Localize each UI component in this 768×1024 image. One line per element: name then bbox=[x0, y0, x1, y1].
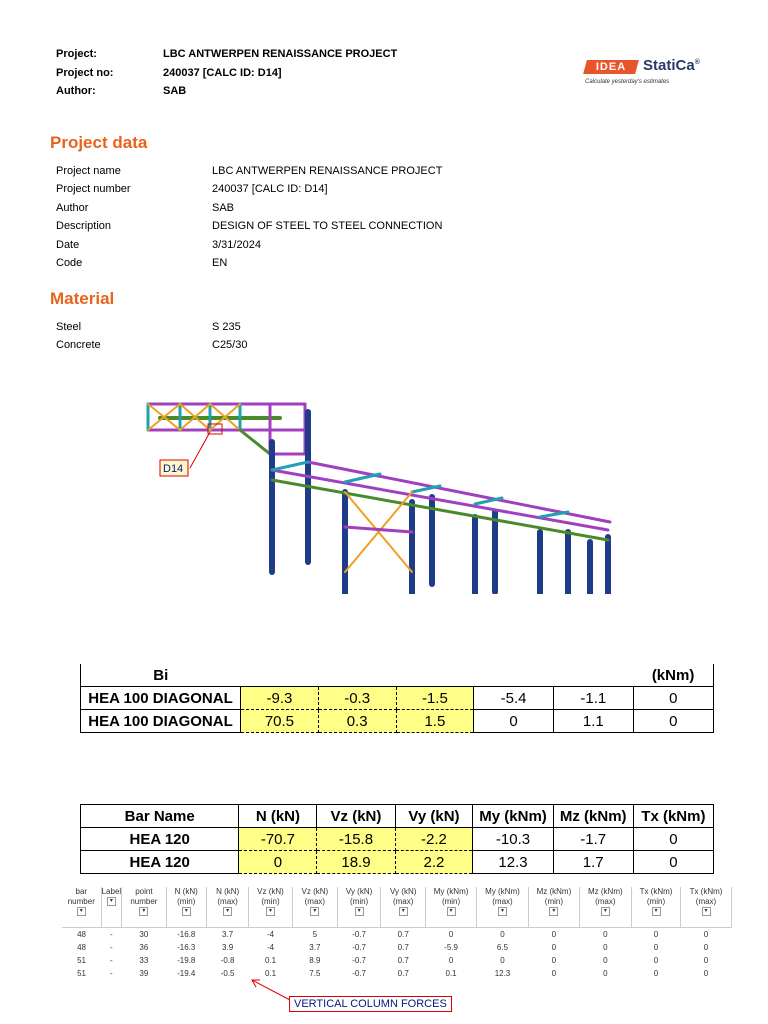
value-cell: -19.8 bbox=[177, 956, 196, 965]
value-cell: 36 bbox=[139, 943, 149, 952]
value-cell: 0 bbox=[633, 710, 713, 733]
filter-header-cell[interactable] bbox=[529, 887, 580, 928]
value-cell: -1.7 bbox=[553, 828, 633, 851]
value-cell: 0 bbox=[653, 930, 659, 939]
value-cell: 0 bbox=[633, 687, 713, 710]
value-cell: 8.9 bbox=[309, 956, 321, 965]
project-no-label: Project no: bbox=[56, 67, 114, 79]
bar-name-cell: HEA 120 bbox=[81, 851, 239, 874]
filter-dropdown-icon[interactable]: ▾ bbox=[498, 907, 507, 916]
value-cell: -9.3 bbox=[241, 687, 319, 710]
value-cell: 0 bbox=[653, 969, 659, 978]
project-value: LBC ANTWERPEN RENAISSANCE PROJECT bbox=[163, 48, 398, 60]
header-label: My (kNm) (min) bbox=[433, 887, 469, 906]
header-cell: Mz (kNm) bbox=[553, 805, 633, 828]
header-cell: (kNm) bbox=[633, 664, 713, 687]
value-cell: - bbox=[110, 930, 113, 939]
value-cell: 0 bbox=[448, 930, 454, 939]
filter-dropdown-icon[interactable]: ▾ bbox=[652, 907, 661, 916]
project-no-value: 240037 [CALC ID: D14] bbox=[163, 67, 282, 79]
value-cell: -2.2 bbox=[395, 828, 473, 851]
kv-key: Date bbox=[56, 238, 80, 251]
filter-header-cell[interactable] bbox=[338, 887, 381, 928]
filter-header-cell[interactable] bbox=[101, 887, 122, 928]
value-cell: -1.1 bbox=[553, 687, 633, 710]
value-cell: 0 bbox=[500, 956, 505, 965]
value-cell: 0 bbox=[703, 956, 709, 965]
value-cell: - bbox=[110, 956, 113, 965]
table-row bbox=[62, 967, 732, 980]
header-cell: Bar Name bbox=[81, 805, 239, 828]
header-cell: N (kN) bbox=[239, 805, 317, 828]
value-cell: - bbox=[110, 943, 113, 952]
header-label: N (kN) (min) bbox=[174, 887, 198, 906]
value-cell: 0 bbox=[551, 956, 557, 965]
value-cell: 0 bbox=[703, 943, 709, 952]
value-cell: -0.8 bbox=[220, 956, 235, 965]
value-cell: 3.7 bbox=[222, 930, 234, 939]
value-cell: -4 bbox=[266, 943, 275, 952]
value-cell: -19.4 bbox=[177, 969, 196, 978]
value-cell: 33 bbox=[139, 956, 149, 965]
value-cell: -16.3 bbox=[177, 943, 196, 952]
d14-callout: D14 bbox=[163, 463, 184, 475]
value-cell: 0 bbox=[603, 943, 608, 952]
header-label: Vz (kN) (min) bbox=[257, 887, 284, 906]
value-cell: 70.5 bbox=[241, 710, 319, 733]
forces-table-column bbox=[80, 804, 714, 874]
filter-header-cell[interactable] bbox=[381, 887, 426, 928]
kv-key: Project name bbox=[56, 165, 121, 177]
header-label: Tx (kNm) (max) bbox=[689, 887, 723, 906]
author-value: SAB bbox=[163, 85, 187, 97]
header-cell: Vy (kN) bbox=[395, 805, 473, 828]
value-cell: -70.7 bbox=[239, 828, 317, 851]
filter-dropdown-icon[interactable]: ▾ bbox=[77, 907, 86, 916]
value-cell: 39 bbox=[139, 969, 149, 978]
kv-value: LBC ANTWERPEN RENAISSANCE PROJECT bbox=[212, 165, 443, 177]
logo-tagline: Calculate yesterday's estimates bbox=[585, 79, 670, 85]
header-label: Tx (kNm) (min) bbox=[639, 887, 673, 906]
value-cell: 0.7 bbox=[397, 969, 409, 978]
filter-dropdown-icon[interactable]: ▾ bbox=[107, 897, 116, 906]
value-cell: -1.5 bbox=[396, 687, 474, 710]
value-cell: -16.8 bbox=[177, 930, 196, 939]
value-cell: -5.4 bbox=[474, 687, 554, 710]
kv-value: SAB bbox=[212, 201, 235, 214]
header-cell bbox=[241, 664, 319, 687]
filter-dropdown-icon[interactable]: ▾ bbox=[399, 907, 408, 916]
value-cell: 12.3 bbox=[473, 851, 553, 874]
value-cell: 1.1 bbox=[553, 710, 633, 733]
header-cell bbox=[474, 664, 554, 687]
value-cell: -0.7 bbox=[352, 956, 366, 965]
value-cell: -0.7 bbox=[352, 943, 366, 952]
value-cell: 6.5 bbox=[496, 943, 509, 952]
filter-dropdown-icon[interactable]: ▾ bbox=[139, 907, 148, 916]
table-row bbox=[81, 851, 714, 874]
value-cell: 48 bbox=[77, 930, 86, 939]
value-cell: 0 bbox=[474, 710, 554, 733]
table-row bbox=[81, 710, 714, 733]
value-cell: 1.7 bbox=[553, 851, 633, 874]
header-label: Mz (kNm) (max) bbox=[588, 887, 623, 906]
filter-header-cell[interactable] bbox=[426, 887, 477, 928]
filter-dropdown-icon[interactable]: ▾ bbox=[223, 907, 232, 916]
value-cell: 0 bbox=[633, 828, 713, 851]
filter-header-cell[interactable] bbox=[62, 887, 101, 928]
filter-header-cell[interactable] bbox=[476, 887, 528, 928]
value-cell: 12.3 bbox=[494, 969, 511, 978]
kv-key: Code bbox=[56, 257, 83, 269]
filter-dropdown-icon[interactable]: ▾ bbox=[601, 907, 610, 916]
kv-key: Description bbox=[56, 220, 112, 233]
header-label: Vz (kN) (max) bbox=[301, 887, 329, 906]
kv-value: S 235 bbox=[212, 321, 241, 333]
value-cell: 3.7 bbox=[309, 943, 321, 952]
filter-header-cell[interactable] bbox=[206, 887, 249, 928]
header-label: point number bbox=[130, 887, 158, 906]
kv-value: 3/31/2024 bbox=[212, 238, 261, 251]
bar-name-cell: HEA 120 bbox=[81, 828, 239, 851]
kv-value: EN bbox=[212, 257, 228, 269]
logo-box: IDEA bbox=[583, 60, 639, 74]
filter-header-cell[interactable] bbox=[122, 887, 166, 928]
filter-header-cell[interactable] bbox=[579, 887, 631, 928]
filter-header-cell[interactable] bbox=[681, 887, 732, 928]
column-forces-table bbox=[62, 887, 732, 980]
filter-dropdown-icon[interactable]: ▾ bbox=[310, 907, 319, 916]
value-cell: 0.7 bbox=[397, 943, 409, 952]
material-title: Material bbox=[50, 289, 115, 308]
value-cell: 1.5 bbox=[396, 710, 474, 733]
filter-dropdown-icon[interactable]: ▾ bbox=[266, 907, 275, 916]
value-cell: 7.5 bbox=[309, 969, 321, 978]
value-cell: 0 bbox=[603, 930, 608, 939]
header-cell: My (kNm) bbox=[473, 805, 553, 828]
value-cell: 0 bbox=[703, 930, 709, 939]
filter-header-cell[interactable] bbox=[166, 887, 206, 928]
project-data-title: Project data bbox=[50, 133, 148, 152]
value-cell: 0.1 bbox=[264, 956, 277, 965]
value-cell: 0 bbox=[603, 956, 608, 965]
filter-dropdown-icon[interactable]: ▾ bbox=[549, 907, 558, 916]
header-cell: Vz (kN) bbox=[317, 805, 395, 828]
value-cell: 0 bbox=[239, 851, 317, 874]
header-label: Mz (kNm) (min) bbox=[536, 887, 572, 906]
table-row bbox=[62, 941, 732, 954]
filter-dropdown-icon[interactable]: ▾ bbox=[702, 907, 711, 916]
value-cell: 0 bbox=[653, 943, 659, 952]
value-cell: 0.3 bbox=[318, 710, 396, 733]
value-cell: -4 bbox=[266, 930, 275, 939]
idea-statica-logo bbox=[585, 57, 715, 97]
value-cell: 0.1 bbox=[264, 969, 277, 978]
structure-model-image bbox=[140, 362, 660, 594]
kv-value: C25/30 bbox=[212, 339, 248, 352]
value-cell: 0 bbox=[500, 930, 505, 939]
columns bbox=[272, 412, 608, 594]
table-row bbox=[62, 928, 732, 942]
kv-key: Project number bbox=[56, 183, 131, 196]
header-cell bbox=[318, 664, 396, 687]
kv-key: Steel bbox=[56, 321, 82, 333]
header-cell: Tx (kNm) bbox=[633, 805, 713, 828]
table-row bbox=[81, 687, 714, 710]
filter-dropdown-icon[interactable]: ▾ bbox=[182, 907, 191, 916]
author-label: Author: bbox=[56, 85, 96, 97]
bar-name-cell: HEA 100 DIAGONAL bbox=[81, 710, 241, 733]
filter-header-cell[interactable] bbox=[292, 887, 337, 928]
value-cell: 0.7 bbox=[397, 930, 409, 939]
value-cell: 0 bbox=[703, 969, 709, 978]
value-cell: 0 bbox=[551, 930, 557, 939]
header-label: My (kNm) (max) bbox=[485, 887, 520, 906]
logo-word: StatiCa® bbox=[643, 57, 700, 74]
value-cell: 48 bbox=[77, 943, 86, 952]
value-cell: -0.5 bbox=[220, 969, 235, 978]
value-cell: -15.8 bbox=[317, 828, 395, 851]
value-cell: 3.9 bbox=[222, 943, 234, 952]
filter-header-cell[interactable] bbox=[249, 887, 292, 928]
upper-frame bbox=[148, 404, 305, 454]
value-cell: -0.7 bbox=[352, 969, 366, 978]
value-cell: 51 bbox=[77, 956, 86, 965]
value-cell: 0 bbox=[633, 851, 713, 874]
table-row bbox=[62, 954, 732, 967]
project-label: Project: bbox=[56, 48, 97, 60]
header-label: Vy (kN) (max) bbox=[390, 887, 417, 906]
table-row bbox=[81, 828, 714, 851]
value-cell: 30 bbox=[139, 930, 149, 939]
value-cell: 0.1 bbox=[445, 969, 457, 978]
lower-beams bbox=[272, 462, 610, 572]
value-cell: - bbox=[110, 969, 113, 978]
forces-table-diagonal bbox=[80, 664, 714, 733]
header-cell bbox=[553, 664, 633, 687]
header-label: Label bbox=[101, 887, 122, 896]
kv-value: 240037 [CALC ID: D14] bbox=[212, 183, 328, 196]
header-cell bbox=[396, 664, 474, 687]
value-cell: -0.7 bbox=[352, 930, 366, 939]
value-cell: 0 bbox=[653, 956, 659, 965]
kv-key: Concrete bbox=[56, 339, 101, 352]
filter-dropdown-icon[interactable]: ▾ bbox=[355, 907, 364, 916]
value-cell: 0.7 bbox=[397, 956, 409, 965]
header-cell: Bi bbox=[81, 664, 241, 687]
value-cell: 0 bbox=[551, 969, 557, 978]
value-cell: -0.3 bbox=[318, 687, 396, 710]
filter-header-cell[interactable] bbox=[632, 887, 681, 928]
header-label: N (kN) (max) bbox=[216, 887, 240, 906]
value-cell: 5 bbox=[312, 930, 318, 939]
value-cell: 0 bbox=[603, 969, 608, 978]
value-cell: 0 bbox=[551, 943, 557, 952]
value-cell: -10.3 bbox=[473, 828, 553, 851]
filter-dropdown-icon[interactable]: ▾ bbox=[447, 907, 456, 916]
kv-key: Author bbox=[56, 201, 89, 214]
kv-value: DESIGN OF STEEL TO STEEL CONNECTION bbox=[212, 220, 443, 233]
value-cell: 18.9 bbox=[317, 851, 395, 874]
value-cell: -5.9 bbox=[444, 943, 458, 952]
value-cell: 2.2 bbox=[395, 851, 473, 874]
header-label: Vy (kN) (min) bbox=[345, 887, 373, 906]
value-cell: 0 bbox=[448, 956, 454, 965]
value-cell: 51 bbox=[77, 969, 86, 978]
vertical-column-forces-callout: VERTICAL COLUMN FORCES bbox=[289, 996, 452, 1012]
bar-name-cell: HEA 100 DIAGONAL bbox=[81, 687, 241, 710]
header-label: bar number bbox=[67, 887, 95, 906]
